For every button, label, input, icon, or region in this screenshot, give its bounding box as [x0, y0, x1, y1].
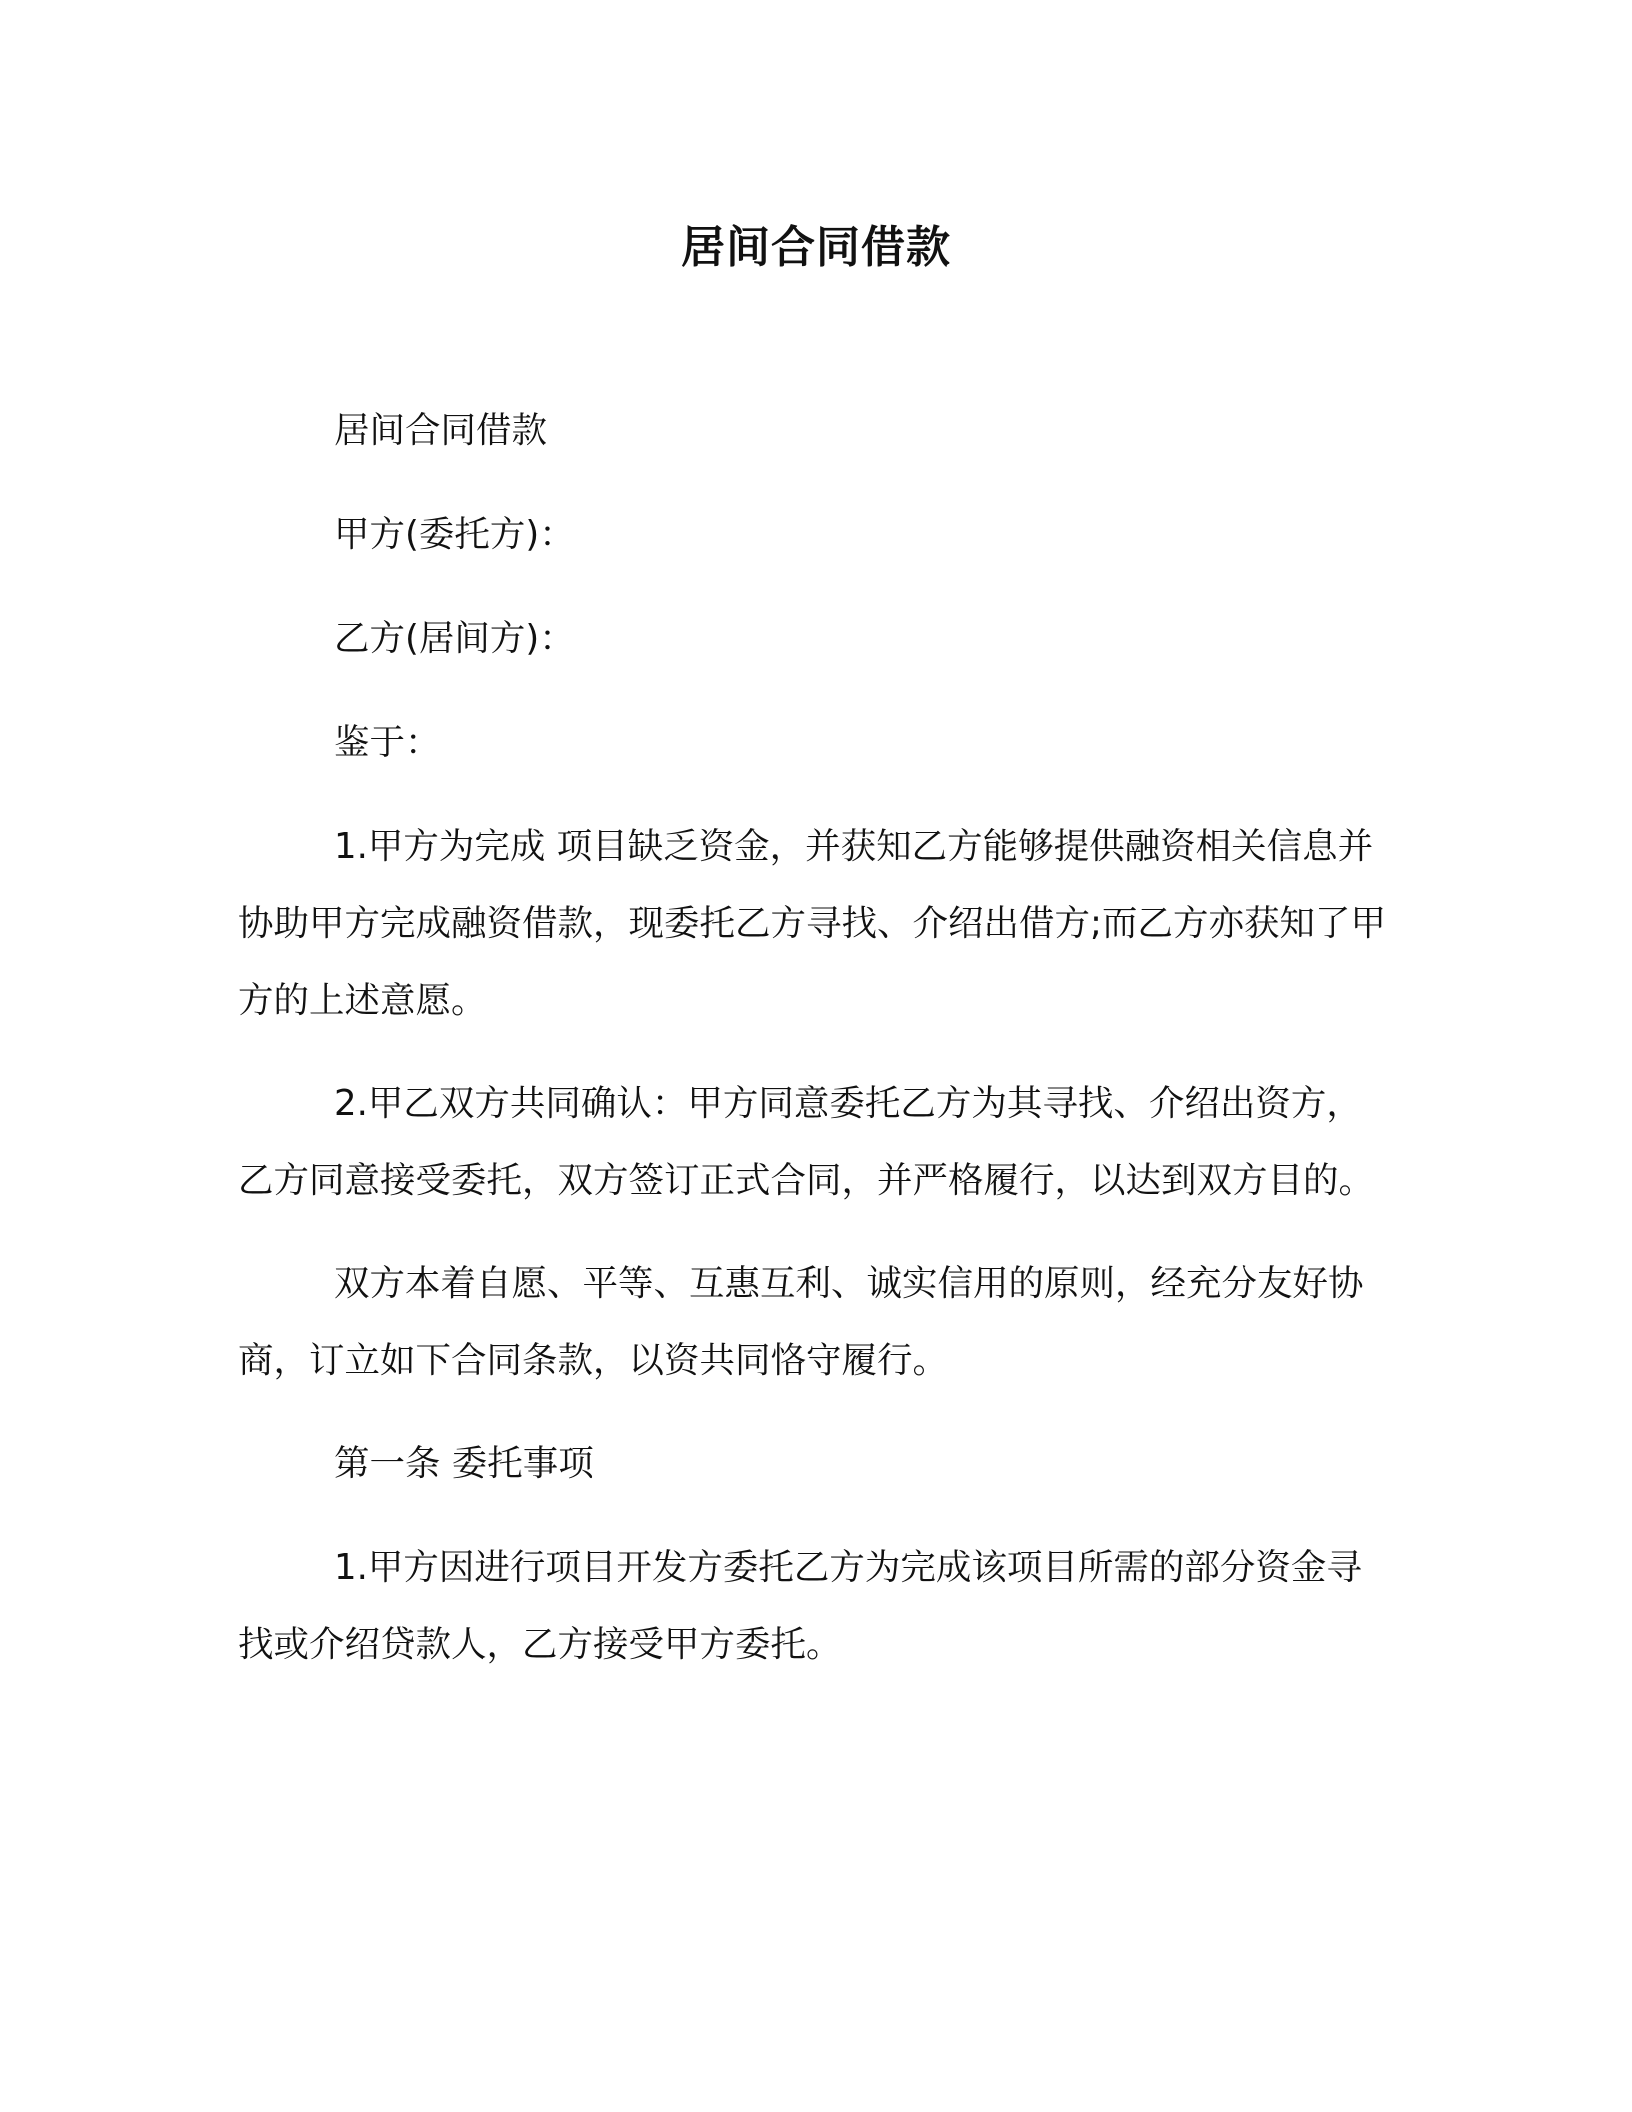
paragraph-whereas: 鉴于： — [334, 722, 441, 763]
paragraph-article-1-heading: 第一条 委托事项 — [334, 1443, 594, 1484]
document-body — [238, 392, 1388, 1709]
paragraph-party-b: 乙方(居间方)： — [334, 618, 575, 659]
paragraph-recital-2: 2.甲乙双方共同确认：甲方同意委托乙方为其寻找、介绍出资方，乙方同意接受委托，双方签订正式合同，并严格履行，以达到双方目的。 — [238, 1083, 1375, 1201]
paragraph-party-a: 甲方(委托方)： — [334, 514, 575, 555]
paragraph-recital-1: 1.甲方为完成 项目缺乏资金，并获知乙方能够提供融资相关信息并协助甲方完成融资借款，现委托乙方寻找、介绍出借方;而乙方亦获知了甲方的上述意愿。 — [238, 826, 1386, 1021]
paragraph-contract-name: 居间合同借款 — [334, 410, 548, 451]
paragraph-article-1-clause-1: 1.甲方因进行项目开发方委托乙方为完成该项目所需的部分资金寻找或介绍贷款人，乙方接受甲方委托。 — [238, 1547, 1362, 1665]
paragraph-principles: 双方本着自愿、平等、互惠互利、诚实信用的原则，经充分友好协商，订立如下合同条款，以资共同恪守履行。 — [238, 1263, 1364, 1381]
document-title: 居间合同借款 — [681, 222, 951, 273]
